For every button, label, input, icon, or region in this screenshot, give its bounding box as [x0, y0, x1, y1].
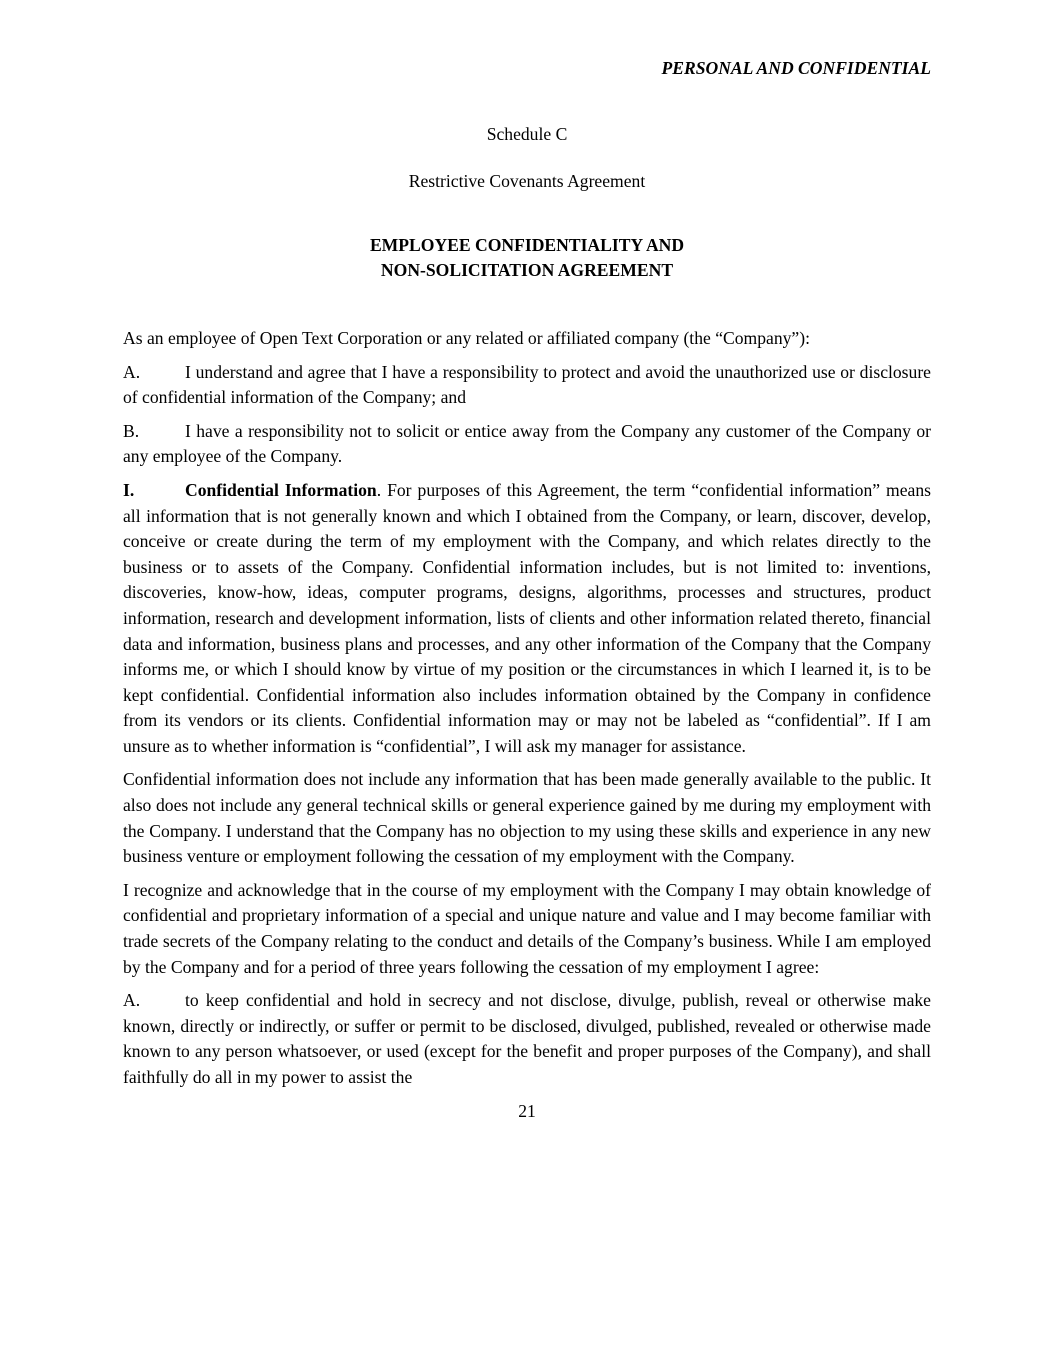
body-paragraph: I recognize and acknowledge that in the course of my employment with the Company I may obtain knowledge of confidential and proprietary information of a special and unique nature and value and I may become familiar with trade secrets of the Company relating to the conduct and details of the Company’s business. While I am employed by the Company and for a period of three years following the cessation of my employment I agree:: [123, 879, 931, 977]
agreement-title-line2: NON-SOLICITATION AGREEMENT: [380, 260, 674, 281]
clause-label: A.: [123, 990, 141, 1011]
schedule-title: Schedule C: [486, 123, 568, 144]
section-1-paragraph: [123, 478, 931, 760]
preamble-clause-a: [123, 360, 931, 411]
section-body: . For purposes of this Agreement, the term “confidential information” means all information that is not generally known and which I obtained from the Company, or learn, discover, develop, conceive or create during the term of my employment with the Company, and which relates directly to the business or to assets of the Company. Confidential information includes, but is not limited to: inventions, discoveries, know-how, ideas, computer programs, designs, algorithms, processes and structures, product information, research and development information, lists of clients and other information related thereto, financial data and information, business plans and processes, and any other information of the Company that the Company informs me, or which I should know by virtue of my position or the circumstances in which I learned it, is to be kept confidential. Confidential information also includes information obtained by the Company in confidence from its vendors or its clients. Confidential information may or may not be labeled as “confidential”. If I am unsure as to whether information is “confidential”, I will ask my manager for assistance.: [123, 479, 932, 756]
clause-label: B.: [123, 420, 140, 441]
preamble-clause-b: [123, 419, 931, 470]
clause-text: I understand and agree that I have a responsibility to protect and avoid the unauthorized use or disclosure of confidential information of the Company; and: [123, 361, 931, 408]
section-number: I.: [123, 479, 135, 500]
confidentiality-notice: PERSONAL AND CONFIDENTIAL: [661, 58, 931, 78]
covenant-clause-a: [123, 988, 931, 1090]
clause-label: A.: [123, 361, 141, 382]
clause-text: to keep confidential and hold in secrecy and not disclose, divulge, publish, reveal or otherwise make known, directly or indirectly, or suffer or permit to be disclosed, divulged, published, revealed or otherwise made known to any person whatsoever, or used (except for the benefit and proper purposes of the Company), and shall faithfully do all in my power to assist the: [123, 990, 931, 1087]
agreement-title-line1: EMPLOYEE CONFIDENTIALITY AND: [369, 234, 685, 255]
body-paragraph: Confidential information does not include any information that has been made generally available to the public. It also does not include any general technical skills or general experience gained by me during my employment with the Company. I understand that the Company has no objection to my using these skills and experience in any new business venture or employment following the cessation of my employment with the Company.: [123, 769, 931, 867]
agreement-title: [123, 233, 931, 284]
clause-text: I have a responsibility not to solicit or entice away from the Company any customer of the Company or any employee of the Company.: [123, 420, 931, 467]
schedule-subtitle: Restrictive Covenants Agreement: [408, 171, 646, 192]
section-heading: Confidential Information: [185, 479, 377, 500]
page-number: 21: [518, 1100, 536, 1121]
intro-paragraph: As an employee of Open Text Corporation or any related or affiliated company (the “Company”):: [123, 327, 810, 348]
